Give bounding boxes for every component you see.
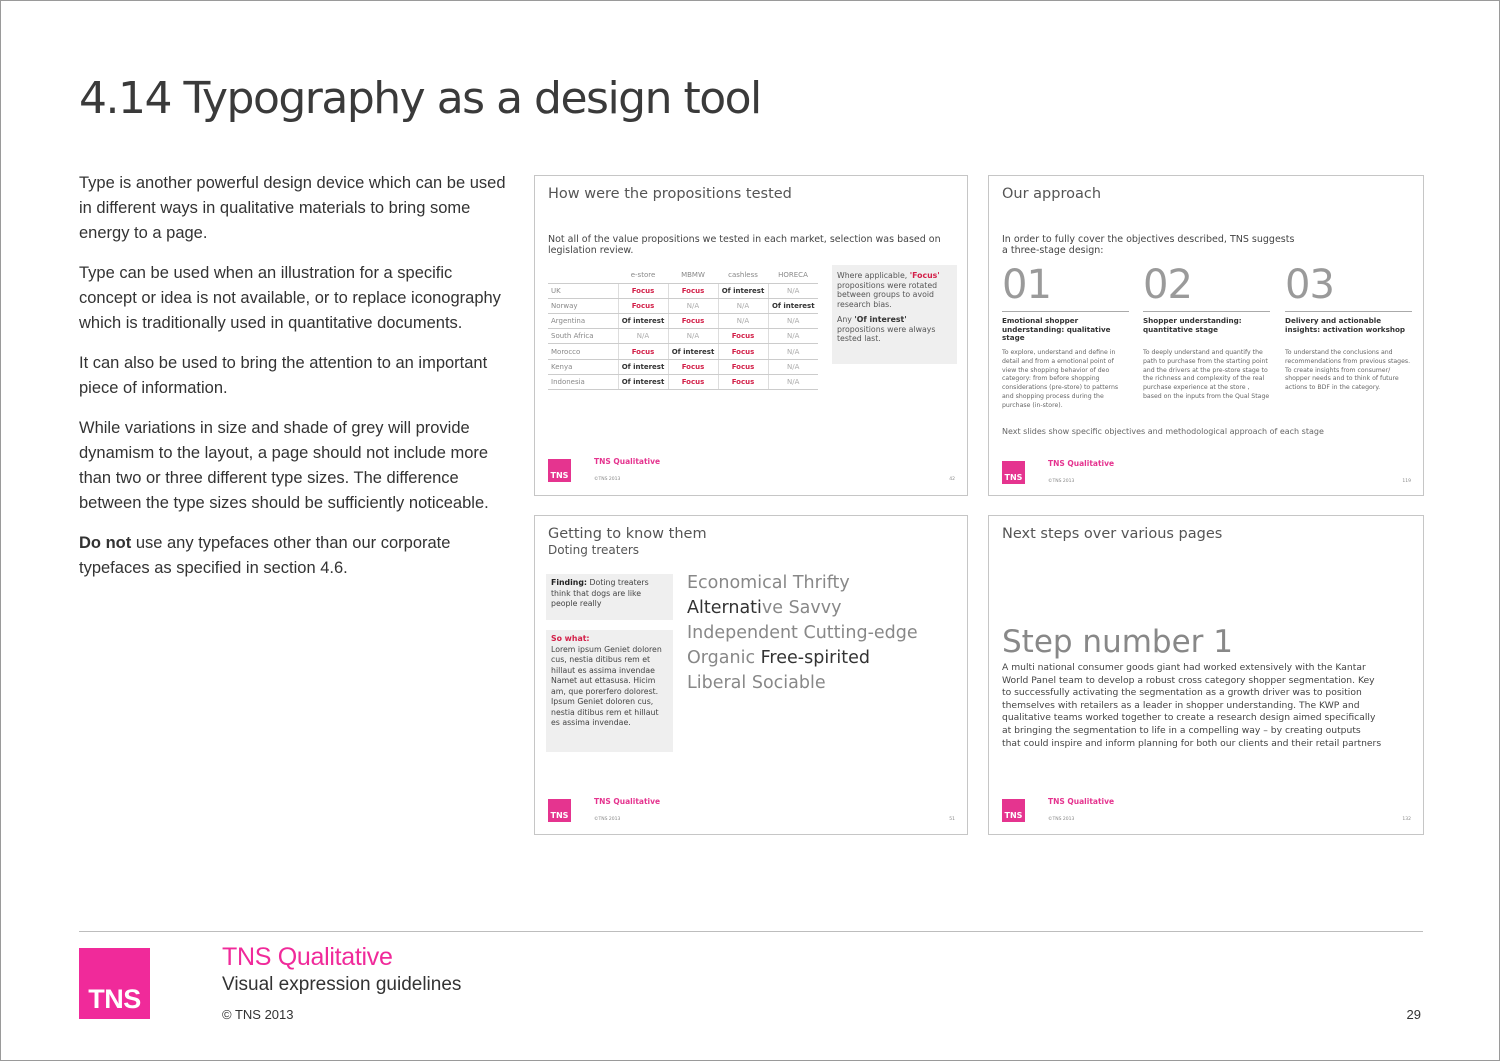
table-row (548, 374, 818, 389)
slide-subtitle: Doting treaters (548, 543, 640, 557)
table-row (548, 314, 818, 329)
table-cell: Focus (718, 329, 768, 344)
table-cell: N/A (618, 329, 668, 344)
table-cell: Of interest (718, 283, 768, 298)
slide-copyright: ©TNS 2013 (594, 477, 621, 482)
finding-box (546, 574, 673, 620)
note-text: Any (837, 315, 855, 324)
table-cell: Focus (718, 359, 768, 374)
step-heading: Step number 1 (1002, 624, 1234, 660)
slide-title: How were the propositions tested (548, 186, 792, 202)
slide-thumbnail-getting-to-know (534, 515, 968, 835)
attribute-word: Organic (687, 648, 761, 668)
stage-description: To deeply understand and quantify the path to purchase from the starting point and the drivers at the pre-store stage to the richness and complexity of the real purchase experience at the store , based on the inputs from the Qual Stage (1143, 349, 1270, 400)
country-cell: Norway (548, 298, 618, 313)
so-what-label: So what: (551, 634, 590, 643)
attribute-words (687, 571, 918, 696)
table-cell: N/A (768, 283, 818, 298)
footer-brand: TNS Qualitative (222, 943, 393, 971)
stage-column (1285, 262, 1412, 393)
table-cell: N/A (668, 329, 718, 344)
table-row (548, 344, 818, 359)
column-header: MBMW (668, 268, 718, 283)
stage-description: To explore, understand and define in detail and from a emotional point of view the shopping behavior of deo category: from before shopping considerations (pre-store) to patterns and shopping process during the purchase (in-store). (1002, 349, 1119, 409)
stage-description: To understand the conclusions and recommendations from previous stages. To create insights from consumer/ shopper needs and to think of future actions to BDF in the category. (1285, 349, 1411, 392)
slide-copyright: ©TNS 2013 (1048, 479, 1075, 484)
do-not-text: use any typefaces other than our corporate typefaces as specified in section 4.6. (79, 534, 451, 577)
slide-copyright: ©TNS 2013 (1048, 817, 1075, 822)
attribute-line (687, 671, 918, 696)
slide-logo: TNS (1002, 461, 1025, 484)
note-bold: 'Of interest' (854, 315, 907, 324)
table-row (548, 283, 818, 298)
table-cell: N/A (768, 329, 818, 344)
table-cell: Focus (668, 283, 718, 298)
slide-brand: TNS Qualitative (1048, 459, 1115, 468)
slide-thumbnail-propositions (534, 175, 968, 496)
attribute-line (687, 596, 918, 621)
slide-page-number: 132 (1402, 817, 1411, 822)
table-cell: N/A (668, 298, 718, 313)
slide-intro: In order to fully cover the objectives described, TNS suggests a three-stage design: (1002, 234, 1295, 256)
slide-title: Getting to know them (548, 526, 707, 542)
paragraph: It can also be used to bring the attention to an important piece of information. (79, 354, 488, 397)
paragraph: Type can be used when an illustration for a specific concept or idea is not available, or to replace iconography which is traditionally used in quantitative documents. (79, 264, 501, 332)
footer-divider (79, 931, 1423, 932)
page-number: 29 (1406, 1007, 1421, 1022)
paragraph: Type is another powerful design device which can be used in different ways in qualitative materials to bring some energy to a page. (79, 174, 506, 242)
table-row (548, 298, 818, 313)
table-row (548, 329, 818, 344)
attribute-word: Alternati (687, 598, 762, 618)
finding-label: Finding: (551, 578, 588, 587)
note-text: Where applicable, (837, 271, 910, 280)
attribute-word: Free-spirited (760, 648, 870, 668)
table-cell: Focus (718, 344, 768, 359)
slide-title: Our approach (1002, 186, 1102, 202)
slide-thumbnail-next-steps (988, 515, 1424, 835)
table-row (548, 359, 818, 374)
table-cell: Focus (668, 374, 718, 389)
slide-title: Next steps over various pages (1002, 526, 1223, 542)
slide-logo: TNS (548, 459, 571, 482)
country-cell: Kenya (548, 359, 618, 374)
slide-copyright: ©TNS 2013 (594, 817, 621, 822)
table-cell: N/A (718, 314, 768, 329)
note-text: propositions were always tested last. (837, 324, 936, 343)
note-text: propositions were rotated between groups to avoid research bias. (837, 280, 938, 309)
table-cell: N/A (718, 298, 768, 313)
paragraph-do-not (79, 531, 511, 581)
note-focus: 'Focus' (909, 271, 940, 280)
table-cell: Focus (668, 314, 718, 329)
tns-logo: TNS (79, 948, 150, 1019)
slide-logo: TNS (1002, 799, 1025, 822)
stage-rule (1002, 311, 1129, 312)
stage-column (1143, 262, 1270, 402)
attribute-word: Savvy (783, 598, 842, 618)
table-cell: N/A (768, 344, 818, 359)
table-cell: Focus (618, 344, 668, 359)
column-header (548, 268, 618, 283)
slide-brand: TNS Qualitative (594, 457, 661, 466)
attribute-line (687, 646, 918, 671)
country-cell: Argentina (548, 314, 618, 329)
table-cell: Focus (618, 283, 668, 298)
table-cell: Of interest (618, 359, 668, 374)
so-what-box (546, 630, 673, 752)
do-not-emphasis: Do not (79, 534, 132, 552)
body-text (79, 171, 511, 596)
table-cell: Focus (618, 298, 668, 313)
column-header: cashless (718, 268, 768, 283)
attribute-word: Liberal Sociable (687, 673, 826, 693)
paragraph: While variations in size and shade of grey will provide dynamism to the layout, a page should not include more than two or three different type sizes. The difference between the type sizes should be sufficiently noticeable. (79, 419, 489, 512)
stage-heading: Shopper understanding: quantitative stage (1143, 316, 1242, 334)
attribute-word: Economical Thrifty (687, 573, 850, 593)
stage-heading: Emotional shopper understanding: qualitative stage (1002, 316, 1111, 342)
column-header: e-store (618, 268, 668, 283)
market-table (548, 268, 818, 390)
table-cell: N/A (768, 374, 818, 389)
so-what-text: Lorem ipsum Geniet doloren cus, nestia ditibus rem et hillaut es assima invendae Namet aut ettasusa. Hicim am, que porerfero dolorest. Ipsum Geniet doloren cus, nestia ditibus rem et hillaut es assima invendae. (551, 644, 662, 727)
column-header: HORECA (768, 268, 818, 283)
step-text: A multi national consumer goods giant had worked extensively with the Kantar World Panel team to develop a robust cross category shopper segmentation. Key to successfully activating the segmentation as a growth driver was to position themselves with retailers as a leader in shopper understanding. The KWP and qualitative teams worked together to create a research design aimed specifically at bringing the segmentation to life in a compelling way – by creating outputs that could inspire and inform planning for both our clients and their retail partners (1002, 662, 1382, 749)
country-cell: Morocco (548, 344, 618, 359)
attribute-word: ve (761, 598, 784, 618)
stage-rule (1285, 311, 1412, 312)
slide-intro: Not all of the value propositions we tested in each market, selection was based on legislation review. (548, 234, 941, 256)
footer-copyright: © TNS 2013 (222, 1007, 294, 1022)
country-cell: South Africa (548, 329, 618, 344)
attribute-word: Independent Cutting-edge (687, 623, 918, 643)
table-header-row (548, 268, 818, 283)
attribute-line (687, 571, 918, 596)
slide-logo: TNS (548, 799, 571, 822)
finding-text: Doting treaters think that dogs are like people really (551, 578, 649, 608)
slide-next-note: Next slides show specific objectives and methodological approach of each stage (1002, 427, 1324, 436)
stage-column (1002, 262, 1129, 411)
table-cell: N/A (768, 314, 818, 329)
slide-page-number: 51 (949, 817, 955, 822)
stage-number: 03 (1285, 262, 1334, 308)
slide-thumbnail-approach (988, 175, 1424, 496)
slide-note-box (832, 265, 957, 364)
country-cell: UK (548, 283, 618, 298)
table-cell: Of interest (668, 344, 718, 359)
table-cell: Focus (718, 374, 768, 389)
slide-brand: TNS Qualitative (1048, 797, 1115, 806)
stage-number: 01 (1002, 262, 1051, 308)
footer-subtitle: Visual expression guidelines (222, 974, 462, 995)
table-cell: N/A (768, 359, 818, 374)
country-cell: Indonesia (548, 374, 618, 389)
slide-brand: TNS Qualitative (594, 797, 661, 806)
stage-number: 02 (1143, 262, 1192, 308)
stage-rule (1143, 311, 1270, 312)
table-cell: Focus (668, 359, 718, 374)
table-cell: Of interest (618, 374, 668, 389)
page-title: 4.14 Typography as a design tool (79, 73, 761, 124)
stage-heading: Delivery and actionable insights: activation workshop (1285, 316, 1406, 334)
table-cell: Of interest (768, 298, 818, 313)
attribute-line (687, 621, 918, 646)
slide-page-number: 42 (949, 477, 955, 482)
slide-page-number: 119 (1402, 479, 1411, 484)
table-cell: Of interest (618, 314, 668, 329)
